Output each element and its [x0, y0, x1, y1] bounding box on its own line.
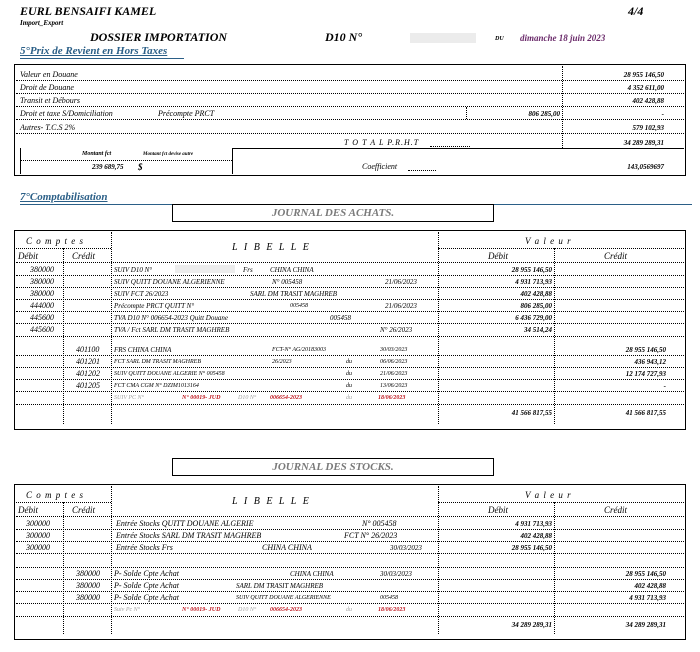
row-line	[16, 591, 684, 592]
libelle-header: L I B E L L E	[232, 496, 311, 507]
valeur-header: V a l e u r	[525, 490, 572, 500]
coef-value: 143,0569697	[627, 163, 664, 171]
table-row-vdebit: 806 285,00	[520, 302, 552, 310]
montant-border	[20, 148, 21, 174]
row-line	[16, 541, 684, 542]
row-line	[16, 391, 684, 392]
row-line	[16, 287, 684, 288]
valeur-debit-header: Débit	[488, 251, 508, 261]
row-line	[16, 275, 684, 276]
table-row-vcredit: 28 955 146,50	[625, 346, 666, 354]
row-line	[16, 119, 684, 120]
table-row-vdebit: 34 514,24	[524, 326, 552, 334]
row-sub: Précompte PRCT	[158, 109, 215, 118]
table-row-debit: 300000	[26, 543, 50, 552]
row-label: Droit de Douane	[20, 83, 74, 92]
section5-title: 5°Prix de Revient en Hors Taxes	[20, 45, 168, 57]
total-debit: 34 289 289,31	[511, 621, 552, 629]
table-row-libelle: Entrée Stocks QUITT DOUANE ALGERIE	[116, 519, 254, 528]
table-row-libelle2: 005458	[290, 303, 308, 309]
table-row-libelle: SUIV QUITT DOUANE ALGERIENNE	[114, 278, 225, 286]
table-row-debit: 444000	[30, 301, 54, 310]
table-row-du: du	[346, 359, 352, 365]
redacted-field	[175, 265, 235, 273]
table-row-date: 21/06/2023	[385, 302, 417, 310]
hdr-line	[438, 248, 684, 249]
table-row-date: 30/03/2023	[390, 544, 422, 552]
table-row-libelle: P- Solde Cpte Achat	[114, 581, 179, 590]
table-row-vdebit: 402 428,88	[520, 532, 552, 540]
table-row-vcredit: 402 428,88	[634, 582, 666, 590]
table-row-date: 21/06/2023	[380, 371, 408, 377]
table-row-debit: 380000	[30, 265, 54, 274]
col-libelle	[111, 232, 112, 424]
table-row-libelle2: FCT N° 26/2023	[344, 531, 398, 540]
table-row-libelle: TVA D10 N° 006654-2023 Quitt Douane	[114, 314, 228, 322]
suiv-du: du	[346, 395, 352, 401]
credit-header: Crédit	[72, 505, 96, 515]
currency: $	[138, 162, 143, 172]
table-row-libelle: TVA / Fct SARL DM TRASIT MAGHREB	[114, 326, 230, 334]
table-row-libelle2: CHINA CHINA	[262, 543, 312, 552]
table-row-du: du	[346, 371, 352, 377]
coef-label: Coefficient	[362, 162, 398, 171]
hdr-line	[16, 248, 111, 249]
table-row-libelle2: N° 005458	[362, 519, 397, 528]
suiv-d10-label: D10 N°	[238, 607, 257, 613]
table-row-libelle2: SUIV QUITT DOUANE ALGERIENNE	[236, 595, 331, 601]
row-label: Autres- T.C.S 2%	[20, 123, 76, 132]
valeur-credit-header: Crédit	[604, 251, 628, 261]
suiv-d10-ref: 006654-2023	[270, 395, 302, 401]
row-label: Valeur en Douane	[20, 70, 78, 79]
table-row-vcredit: -	[663, 382, 666, 390]
table-row-debit: 380000	[30, 277, 54, 286]
suiv-du: du	[346, 607, 352, 613]
comptes-header: C o m p t e s	[26, 236, 84, 246]
table-row-libelle: SUIV FCT 26/2023	[114, 290, 169, 298]
suiv-d10-label: D10 N°	[238, 395, 257, 401]
table-row-debit: 300000	[26, 519, 50, 528]
montant-border	[232, 148, 233, 174]
montant-line	[20, 160, 232, 161]
row-line	[16, 311, 684, 312]
montant-fct-label: Montant fct	[82, 151, 112, 157]
company-subtitle: Import_Export	[20, 19, 64, 27]
total-credit: 41 566 817,55	[625, 409, 666, 417]
table-row-date: 13/06/2023	[380, 383, 408, 389]
row-line	[16, 133, 684, 134]
table-row-libelle: Entrée Stocks Frs	[116, 543, 173, 552]
row-line	[16, 404, 684, 405]
suiv-date: 18/06/2023	[378, 395, 406, 401]
row-line	[16, 80, 684, 81]
table-row-debit: 300000	[26, 531, 50, 540]
col-valeur	[438, 232, 439, 424]
table-row-libelle: P- Solde Cpte Achat	[114, 569, 179, 578]
table-row-vdebit: 28 955 146,50	[511, 544, 552, 552]
hdr-line	[16, 262, 684, 263]
table-row-credit: 380000	[76, 581, 100, 590]
total-line	[232, 148, 684, 149]
table-row-libelle: Entrée Stocks SARL DM TRASIT MAGHREB	[116, 531, 262, 540]
row-value: 579 102,93	[632, 124, 664, 132]
valeur-credit-header: Crédit	[604, 505, 628, 515]
table-row-credit: 401201	[76, 357, 100, 366]
suiv-pc-number: N° 00019- JUD	[182, 395, 221, 401]
row-line	[16, 355, 684, 356]
row-line	[16, 603, 684, 604]
row-line	[16, 299, 684, 300]
table-row-date: 06/06/2023	[380, 359, 408, 365]
col-valeur	[438, 486, 439, 634]
table-row-vdebit: 402 428,88	[520, 290, 552, 298]
col-debit	[63, 502, 64, 634]
debit-header: Débit	[18, 251, 38, 261]
row-label: Droit et taxe S/Domiciliation	[20, 109, 113, 118]
row-value: -	[661, 110, 664, 118]
row-line	[16, 579, 684, 580]
table-row-libelle2: N° 26/2023	[380, 326, 413, 334]
suiv-d10-ref: 006654-2023	[270, 607, 302, 613]
doc-title: DOSSIER IMPORTATION	[90, 30, 228, 44]
table-row-libelle2: 005458	[330, 314, 351, 322]
row-line	[16, 106, 684, 107]
row-line	[16, 616, 684, 617]
row-label: Transit et Débours	[20, 96, 81, 105]
table-row-date: 21/06/2023	[385, 278, 417, 286]
table-row-vdebit: 28 955 146,50	[511, 266, 552, 274]
total-prht-label: T O T A L P.R.H.T	[344, 138, 420, 147]
credit-header: Crédit	[72, 251, 96, 261]
suiv-date: 18/06/2023	[378, 607, 406, 613]
row-value: 402 428,88	[632, 97, 664, 105]
table-row-libelle2: SARL DM TRASIT MAGHREB	[250, 290, 338, 298]
libelle-header: L I B E L L E	[232, 242, 311, 253]
row-line	[16, 367, 684, 368]
company-name: EURL BENSAIFI KAMEL	[20, 4, 157, 18]
hdr-line	[16, 516, 684, 517]
table-row-libelle: FRS CHINA CHINA	[114, 346, 172, 354]
table-row-libelle: P- Solde Cpte Achat	[114, 593, 179, 602]
table-row-libelle: SUIV D10 N°	[114, 266, 153, 274]
table-row-credit: 401205	[76, 381, 100, 390]
hdr-line	[438, 502, 684, 503]
table-row-vcredit: 28 955 146,50	[625, 570, 666, 578]
table-row-libelle2: 26/2023	[272, 359, 292, 365]
row-line	[16, 379, 684, 380]
table-row-credit: 401202	[76, 369, 100, 378]
table-row-credit: 401100	[76, 345, 100, 354]
d10-label: D10 N°	[325, 30, 363, 44]
suiv-pc-label: Suiv Pc N°	[114, 607, 141, 613]
table-row-libelle2: CHINA CHINA	[290, 570, 334, 578]
row-line	[16, 567, 684, 568]
table-row-vdebit: 4 931 713,93	[515, 278, 552, 286]
montant-devise-label: Montant fct devise autre	[143, 152, 194, 157]
table-row-libelle: FCT SARL DM TRASIT MAGHREB	[114, 359, 202, 365]
table-row-libelle2: FCT-N° AG/20183003	[272, 347, 327, 353]
table-row-libelle: Précompte PRCT QUITT N°	[114, 302, 195, 310]
table-row-credit: 380000	[76, 593, 100, 602]
col-credit	[554, 502, 555, 634]
section7-title: 7°Comptabilisation	[20, 191, 108, 203]
table-row-debit: 445600	[30, 325, 54, 334]
row-line	[16, 93, 684, 94]
journal-stocks-title: JOURNAL DES STOCKS.	[272, 461, 394, 473]
table-row-vdebit: 4 931 713,93	[515, 520, 552, 528]
row-line	[16, 336, 684, 337]
table-row-libelle: SUIV QUITT DOUANE ALGERIE N° 005458	[114, 371, 225, 377]
row-line	[16, 553, 684, 554]
suiv-pc-label: SUIV PC N°	[114, 395, 144, 401]
table-row-vcredit: 4 931 713,93	[629, 594, 666, 602]
table-row-libelle2: Frs	[243, 266, 253, 274]
table-row-vcredit: 436 943,12	[634, 358, 666, 366]
section5-underline	[20, 58, 184, 59]
row-line	[16, 529, 684, 530]
row-value: 28 955 146,50	[623, 71, 664, 79]
table-row-vdebit: 6 436 729,00	[515, 314, 552, 322]
total-debit: 41 566 817,55	[511, 409, 552, 417]
table-row-libelle: FCT CMA CGM N° DZIM1013164	[114, 383, 199, 389]
montant-value: 239 689,75	[92, 163, 124, 171]
table-row-ref: 005458	[380, 595, 398, 601]
table-row-debit: 380000	[30, 289, 54, 298]
col-divider	[562, 66, 563, 148]
valeur-debit-header: Débit	[488, 505, 508, 515]
table-row-libelle2: N° 005458	[272, 278, 303, 286]
comptes-header: C o m p t e s	[26, 490, 84, 500]
debit-header: Débit	[18, 505, 38, 515]
valeur-header: V a l e u r	[525, 236, 572, 246]
total-dots	[430, 146, 470, 147]
col-libelle	[111, 486, 112, 634]
table-row-credit: 380000	[76, 569, 100, 578]
journal-achats-title: JOURNAL DES ACHATS.	[271, 207, 395, 219]
page-number: 4/4	[628, 4, 644, 18]
total-credit: 34 289 289,31	[625, 621, 666, 629]
table-row-debit: 445600	[30, 313, 54, 322]
row-mid-value: 806 285,00	[528, 110, 560, 118]
row-value: 4 352 611,00	[627, 84, 664, 92]
table-row-vcredit: 12 174 727,93	[625, 370, 666, 378]
table-row-libelle3: CHINA CHINA	[270, 266, 314, 274]
redacted-field	[410, 33, 476, 43]
hdr-line	[16, 502, 111, 503]
table-row-date: 30/03/2023	[380, 570, 412, 578]
total-prht-value: 34 289 289,31	[623, 139, 664, 147]
table-row-libelle2: SARL DM TRASIT MAGHREB	[236, 582, 324, 590]
table-row-du: du	[346, 383, 352, 389]
row-line	[16, 323, 684, 324]
du-label: DU	[495, 36, 504, 42]
suiv-pc-number: N° 00019- JUD	[182, 607, 221, 613]
doc-date: dimanche 18 juin 2023	[520, 33, 606, 43]
table-row-date: 30/03/2023	[380, 347, 408, 353]
coef-dots	[408, 170, 436, 171]
